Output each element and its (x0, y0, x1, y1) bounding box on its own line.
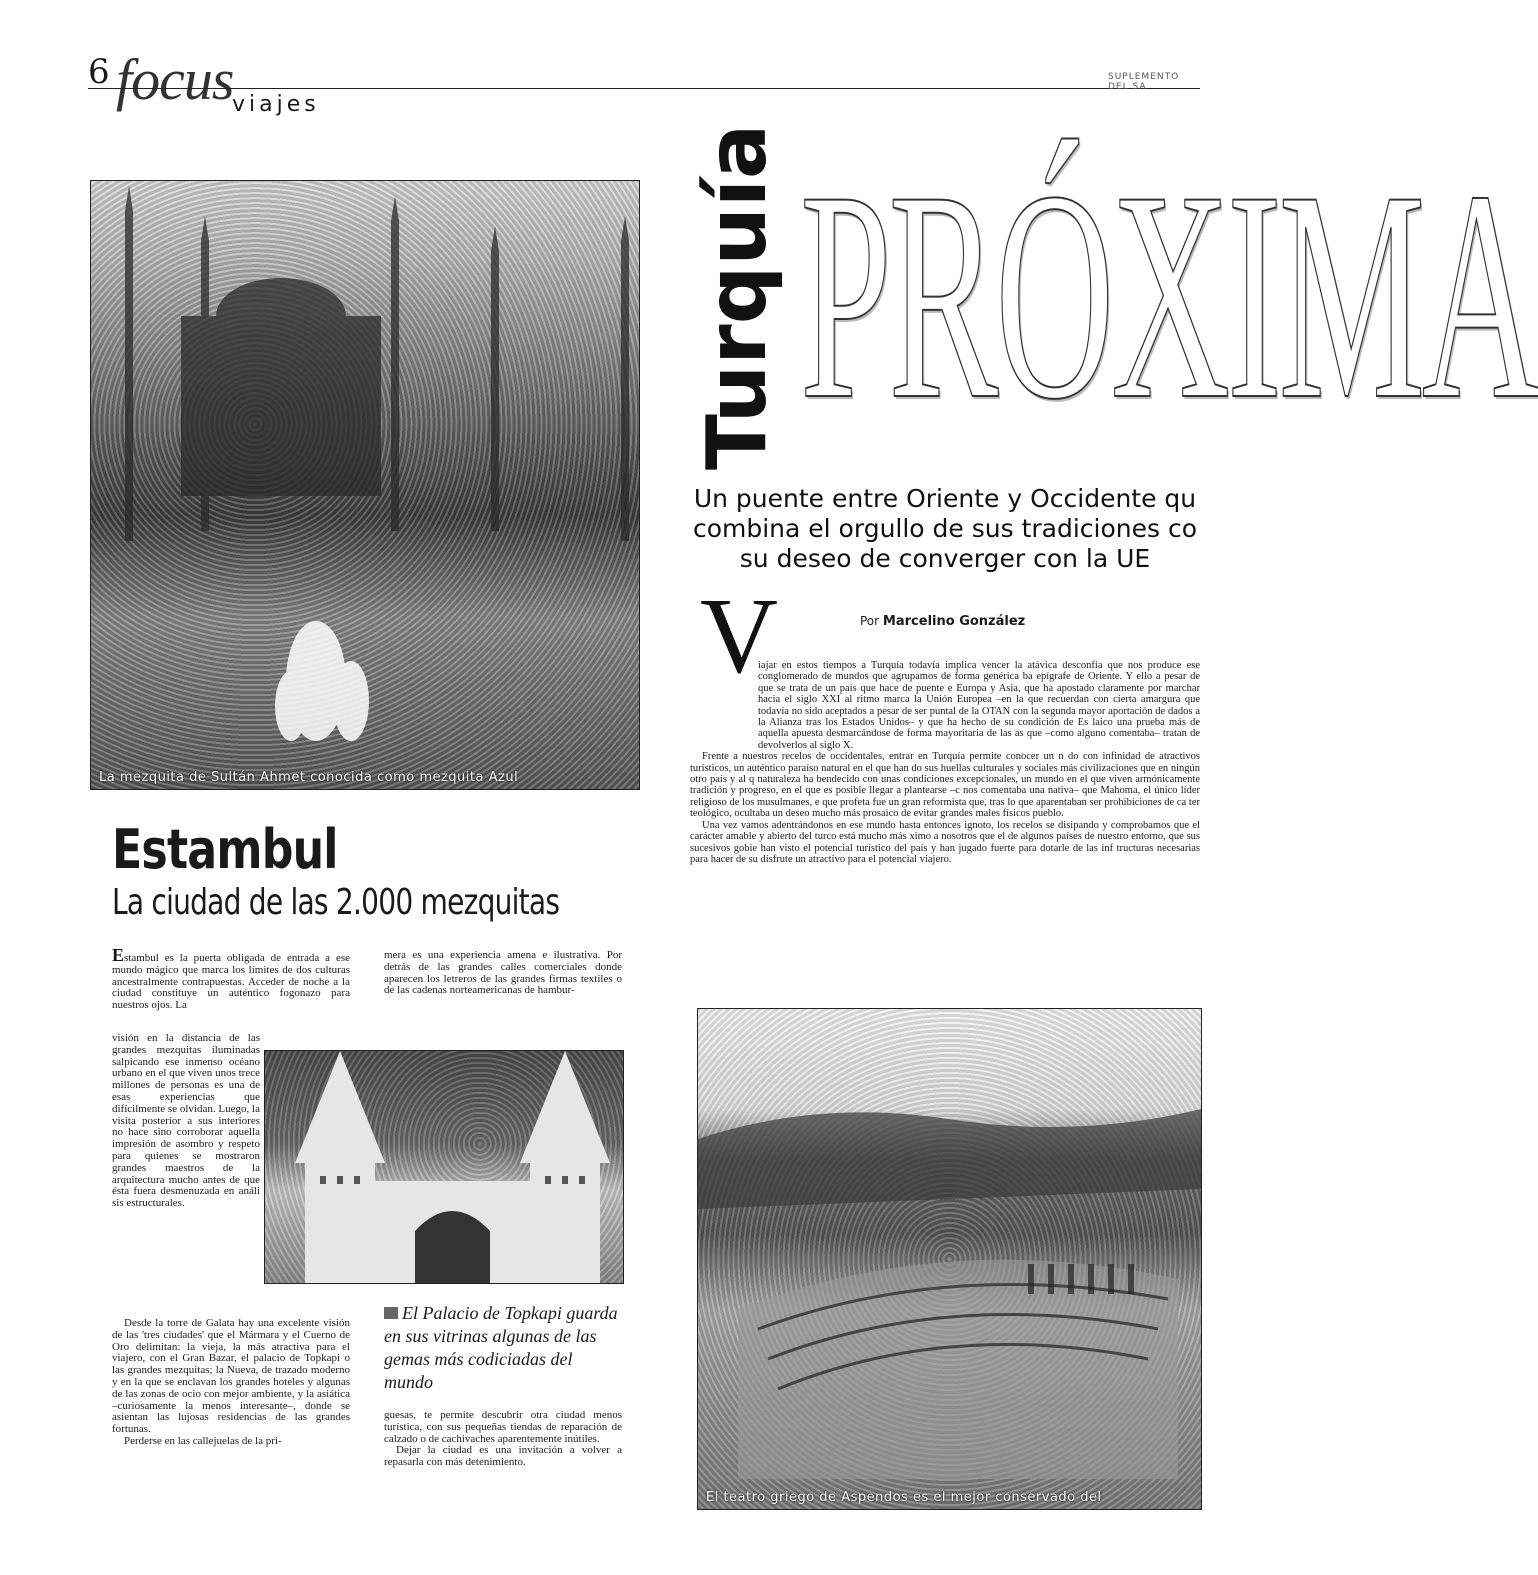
pullquote-text: El Palacio de Topkapi guarda en sus vitrinas algunas de las gemas más codiciadas del mundo (384, 1303, 618, 1392)
header-rule (88, 88, 1200, 89)
mosque-photo (90, 180, 640, 790)
byline (860, 614, 1025, 629)
estambul-col2-bottom (384, 1410, 622, 1469)
theatre-photo (697, 1008, 1202, 1510)
feature-body (690, 660, 1200, 865)
estambul-col1-narrow (112, 1033, 260, 1210)
estambul-col1-bottom (112, 1318, 350, 1448)
pullquote (384, 1302, 624, 1394)
subtitle-line-2: combina el orgullo de sus tradiciones co (692, 514, 1198, 543)
subtitle-line-3: su deseo de converger con la UE (739, 544, 1151, 573)
theatre-silhouette (698, 1009, 1201, 1509)
byline-prefix: Por (860, 614, 880, 628)
section-label: viajes (232, 92, 320, 117)
estambul-subtitle: La ciudad de las 2.000 mezquitas (112, 882, 560, 923)
pullquote-marker-icon (384, 1307, 398, 1319)
estambul-col1-narrow-text: visión en la distancia de las grandes mezquitas iluminadas salpicando ese inmenso océano urbano en el que viven unos trece millones de personas es una de esas experiencias que difícilmente se olvidan. Luego, la visita posterior a sus interiores no hace sino corroborar aquella impresión de asombro y respeto para quienes se mostraron grandes maestros de la arquitectura mucho antes de que ésta fuera desmenuzada en análi sis estructurales. (112, 1032, 260, 1210)
byline-author: Marcelino González (882, 614, 1026, 629)
gate-silhouette (265, 1051, 623, 1283)
estambul-col1-paragraph-3: Perderse en las callejuelas de la pri- (124, 1434, 282, 1447)
estambul-col1-top-text: stambul es la puerta obligada de entrada a ese mundo mágico que marca los límites de dos culturas ancestralmente contrapuestas. Acceder de noche a la ciudad constituye un auténtico fogonazo para nuestros ojos. La (112, 952, 350, 1012)
estambul-title: Estambul (112, 818, 338, 881)
feature-paragraph-1: iajar en estos tiempos a Turquía todavía implica vencer la atávica desconfia que nos produce ese conglomerado de mundos que agrupamos de forma genérica ba epígrafe de Oriente. Y ello a pesar de que se trata de un país que hace de puente e Europa y Asia, que ha apostado claramente por marchar hacia el siglo XXI al ritmo marca la Unión Europea –en la que recuerdan con cierta amargura que todavía no sido aceptados a pesar de ser puntal de la OTAN con la segunda mayor aportación de dados a la Alianza tras los Estados Unidos– y que ha hecho de su condición de Es laico una prueba más de aquella apuesta desmarcándose de forma mayoritaria de las as que –como alguno comentaba– tratan de devolverlos al siglo X. (758, 660, 1200, 751)
feature-paragraph-2: Frente a nuestros recelos de occidentales, entrar en Turquía permite conocer un n do con infinidad de atractivos turísticos, un auténtico paraíso natural en el que han do sus huellas culturales y sociales más civilizaciones que en ningún otro país y al q naturaleza ha bendecido con unas condiciones excepcionales, un mundo en el que viven armónicamente tradición y progreso, en el que es posible llegar a plantearse –c nos comentaba una nativa– que Mahoma, el único líder religioso de los musulmanes, e que profeta fue un gran reformista que, tras lo que aparentaban ser prohibiciones de ca ter teológico, ocultaba un deseo mucho más prosaico de evitar grandes males físicos pueblo. (690, 751, 1200, 820)
estambul-col2-top-text: mera es una experiencia amena e ilustrativa. Por detrás de las grandes calles comerciales donde aparecen los letreros de las grandes firmas textiles o de las cadenas norteamericanas de hambur- (384, 949, 622, 997)
estambul-col2-bottom-text: guesas, te permite descubrir otra ciudad menos turística, con sus pequeñas tiendas de reparación de calzado o de cachivaches aparentemente inútiles. (384, 1409, 622, 1445)
page-number: 6 (88, 52, 110, 92)
mosque-silhouette (91, 181, 639, 789)
feature-subtitle (690, 484, 1200, 574)
estambul-col1-paragraph-2: Desde la torre de Galata hay una excelente visión de las 'tres ciudades' que el Mármara y el Cuerno de Oro delimitan: la vieja, la más atractiva para el viajero, con el Gran Bazar, el palacio de Topkapi o las grandes mezquitas; la Nueva, de trazado moderno y en la que se enclavan los grandes hoteles y algunas de las zonas de ocio con mejor ambiente, y la asiática –curiosamente la menos interesante–, donde se asientan las lujosas residencias de las grandes fortunas. (112, 1317, 350, 1436)
subtitle-line-1: Un puente entre Oriente y Occidente qu (693, 484, 1197, 513)
estambul-col1-top (112, 945, 350, 1012)
supplement-label: SUPLEMENTO DEL SA (1108, 72, 1180, 92)
feature-paragraph-3: Una vez vamos adentrándonos en ese mundo hasta entonces ignoto, los recelos se disipando y comprobamos que el carácter amable y abierto del turco está mucho más ximo a nosotros que el de algunos países de nuestro entorno, que sus sucesivos gobie han visto el potencial turístico del país y han jugado fuerte para dotarle de las inf tructuras necesarias para hacer de su disfrute un atractivo para el potencial viajero. (690, 819, 1200, 865)
brand-logo: focus (116, 47, 234, 112)
estambul-col2-last: Dejar la ciudad es una invitación a volver a repasarla con más detenimiento. (384, 1444, 622, 1469)
estambul-drop-letter: E (112, 945, 125, 965)
feature-dropcap: V (700, 577, 778, 696)
mosque-caption: La mezquita de Sultán Ahmet conocida como mezquita Azul (99, 770, 519, 785)
theatre-caption: El teatro griego de Aspendos es el mejor conservado del (706, 1490, 1102, 1505)
feature-kicker: Turquía (690, 123, 785, 470)
feature-title: PRÓXIMA (800, 129, 1538, 461)
estambul-col2-top (384, 950, 622, 997)
topkapi-gate-photo (264, 1050, 624, 1284)
